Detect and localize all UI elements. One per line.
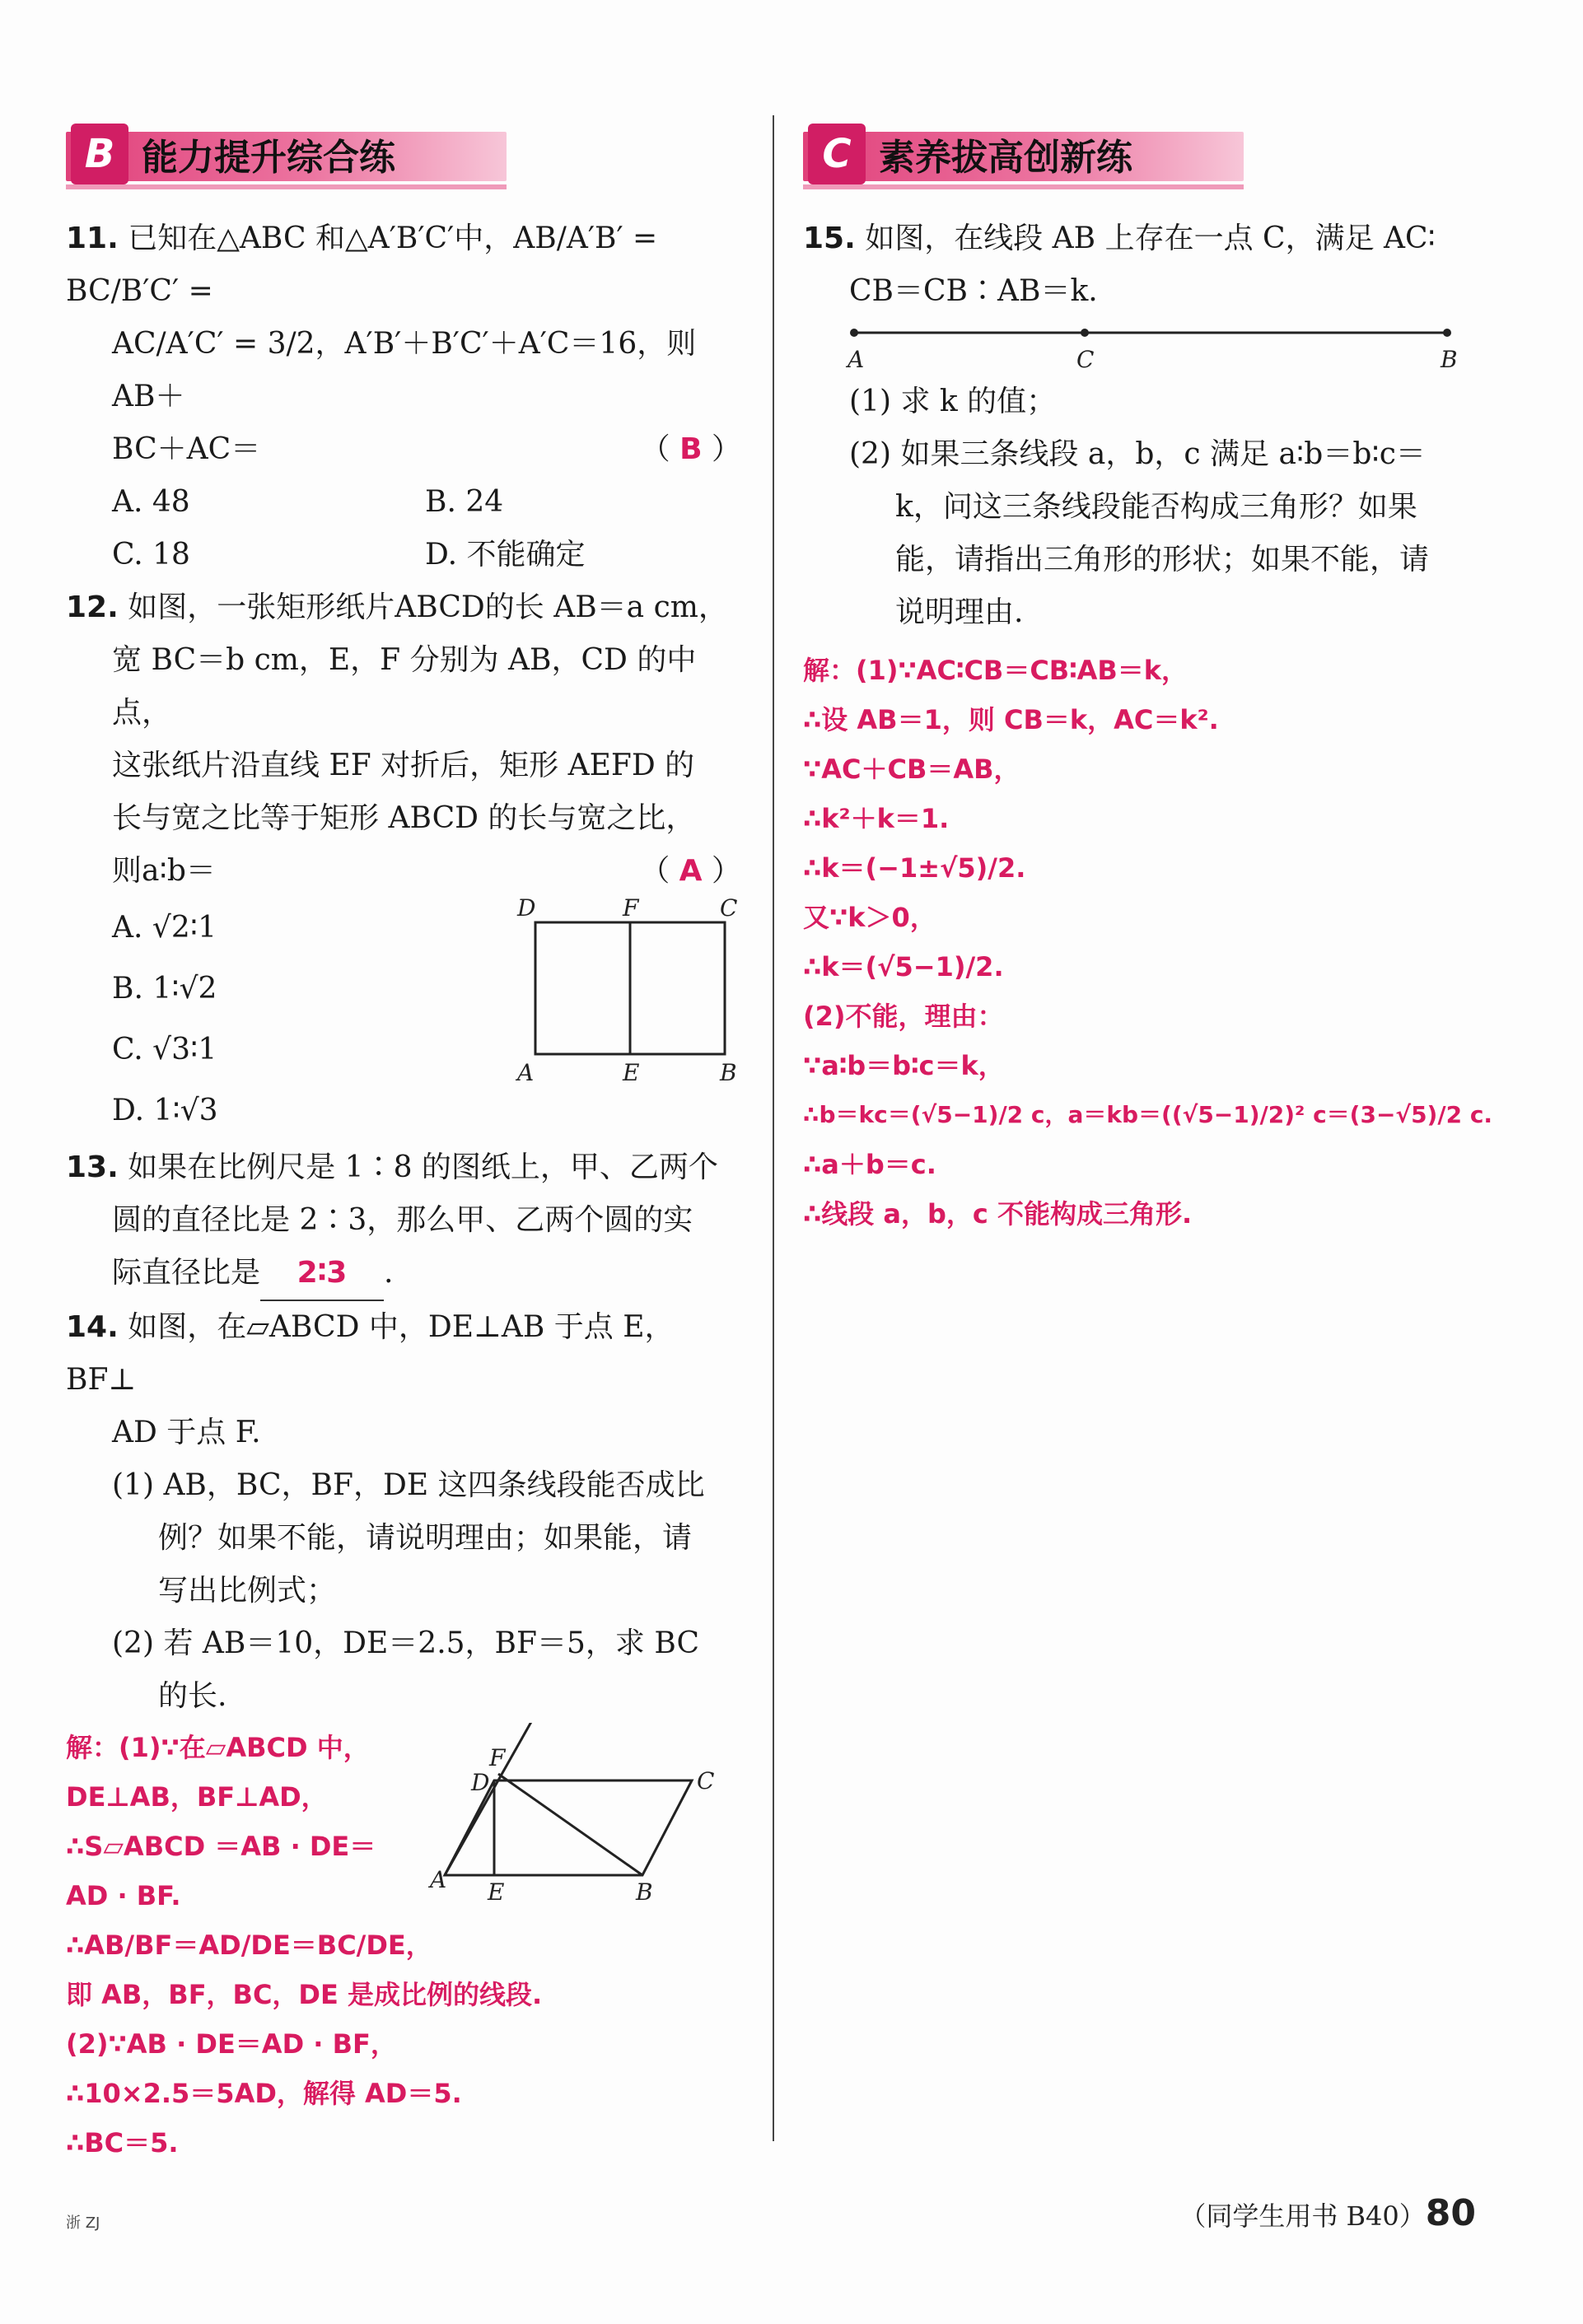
section-stripe	[803, 184, 1244, 189]
page-number: 80	[1425, 2192, 1476, 2234]
point-b	[1443, 329, 1451, 337]
option: D. 1∶√3	[112, 1094, 218, 1127]
question-text: 宽 BC＝b cm，E，F 分别为 AB，CD 的中点，	[112, 643, 697, 730]
subquestion-2: 能，请指出三角形的形状；如果不能，请	[895, 543, 1430, 576]
subquestion-2: (2) 若 AB＝10，DE＝2.5，BF＝5，求 BC	[112, 1626, 699, 1660]
solution-line: ∴设 AB＝1，则 CB＝k，AC＝k².	[803, 704, 1219, 735]
question-text: 际直径比是	[112, 1256, 261, 1290]
label-b: B	[1441, 346, 1458, 373]
subquestion-1: (1) 求 k 的值；	[849, 385, 1057, 418]
column-divider	[773, 115, 774, 2141]
segment-bf	[498, 1774, 642, 1875]
solution-line: ∴b＝kc＝(√5−1)/2 c，a＝kb＝((√5−1)/2)² c＝(3−√5)/2 c.	[803, 1101, 1493, 1128]
solution-line: 即 AB，BF，BC，DE 是成比例的线段.	[66, 1979, 543, 2010]
solution-line: ∴k＝(√5−1)/2.	[803, 951, 1004, 982]
right-column	[803, 115, 1493, 1239]
question-text: AD 于点 F.	[112, 1416, 261, 1449]
option: B. 1∶√2	[112, 972, 217, 1006]
solution-line: 解：(1)∵AC∶CB＝CB∶AB＝k，	[803, 655, 1188, 686]
page-footer	[1179, 2192, 1476, 2234]
solution-line: ∴k²＋k＝1.	[803, 803, 950, 834]
solution-line: (2)∵AB · DE＝AD · BF，	[66, 2028, 397, 2060]
label-c: C	[697, 1767, 715, 1794]
section-letter: B	[71, 124, 128, 184]
options	[66, 476, 741, 581]
subquestion-2: 说明理由.	[895, 595, 1024, 629]
section-c-header	[803, 115, 1487, 194]
question-text: CB＝CB∶AB＝k.	[849, 274, 1098, 308]
solution-line: ∴S▱ABCD ＝AB · DE＝	[66, 1831, 376, 1862]
option: D. 不能确定	[425, 538, 586, 572]
question-number: 12.	[66, 590, 119, 624]
solution-line: 又∵k＞0，	[803, 902, 936, 933]
section-stripe	[66, 184, 507, 189]
question-text: 已知在△ABC 和△A′B′C′中，AB/A′B′ = BC/B′C′ =	[66, 222, 658, 308]
label-e: E	[623, 1059, 640, 1086]
question-text: 如图，在线段 AB 上存在一点 C，满足 AC∶	[865, 222, 1436, 255]
segment-figure	[803, 318, 1462, 376]
solution-line: (2)不能，理由：	[803, 1001, 1004, 1032]
section-letter: C	[808, 124, 866, 184]
point-a	[850, 329, 858, 337]
question-text: .	[384, 1256, 394, 1290]
option: A. √2∶1	[112, 911, 217, 945]
solution-line: ∴AB/BF＝AD/DE＝BC/DE，	[66, 1930, 432, 1961]
question-12	[66, 581, 741, 1141]
question-text: 如果在比例尺是 1∶8 的图纸上，甲、乙两个	[128, 1150, 718, 1184]
label-f: F	[489, 1744, 506, 1771]
solution-line: 解：(1)∵在▱ABCD 中，	[66, 1732, 370, 1763]
question-text: 圆的直径比是 2∶3，那么甲、乙两个圆的实	[112, 1203, 693, 1237]
label-a: A	[848, 346, 865, 373]
answer-mark: B	[679, 432, 703, 466]
question-text: 长与宽之比等于矩形 ABCD 的长与宽之比，	[112, 801, 696, 835]
label-c: C	[1076, 346, 1095, 373]
book-reference: （同学生用书 B40）	[1179, 2200, 1426, 2232]
solution-line: ∴线段 a，b，c 不能构成三角形.	[803, 1198, 1193, 1230]
region-mark: 浙 ZJ	[66, 2214, 100, 2232]
label-b: B	[720, 1059, 737, 1086]
subquestion-1: 写出比例式；	[158, 1574, 337, 1608]
option: C. √3∶1	[112, 1033, 217, 1066]
solution-line: ∴10×2.5＝5AD，解得 AD＝5.	[66, 2078, 462, 2109]
label-c: C	[720, 898, 738, 922]
answer-bracket: （ A ）	[640, 854, 741, 888]
subquestion-2: (2) 如果三条线段 a，b，c 满足 a∶b＝b∶c＝	[849, 437, 1426, 471]
option: B. 24	[425, 485, 504, 519]
solution-line: ∴k＝(−1±√5)/2.	[803, 852, 1026, 884]
point-c	[1081, 329, 1089, 337]
question-11	[66, 212, 741, 581]
question-text: 如图，在▱ABCD 中，DE⊥AB 于点 E，BF⊥	[66, 1310, 675, 1397]
label-f: F	[623, 898, 639, 922]
left-column	[66, 115, 741, 2168]
label-d: D	[517, 898, 536, 922]
answer-bracket: （ B ）	[640, 432, 741, 466]
subquestion-1: 例？如果不能，请说明理由；如果能，请	[158, 1521, 693, 1555]
fill-blank-answer: 2∶3	[260, 1247, 384, 1301]
option: A. 48	[112, 485, 190, 519]
label-e: E	[488, 1878, 505, 1906]
solution-line: ∴BC＝5.	[66, 2127, 179, 2158]
subquestion-2: 的长.	[158, 1679, 227, 1713]
answer-mark: A	[679, 854, 703, 888]
label-d: D	[471, 1769, 490, 1796]
section-b-header	[66, 115, 741, 194]
question-text: 如图，一张矩形纸片ABCD的长 AB＝a cm，	[128, 590, 728, 624]
solution-14	[66, 1723, 543, 2168]
solution-15	[803, 639, 1493, 1239]
section-title: 素养拔高创新练	[879, 137, 1132, 179]
label-a: A	[430, 1866, 447, 1893]
question-text: 这张纸片沿直线 EF 对折后，矩形 AEFD 的	[112, 749, 695, 782]
question-text: AC/A′C′ = 3/2，A′B′＋B′C′＋A′C＝16，则 AB＋	[112, 327, 697, 413]
solution-line: DE⊥AB，BF⊥AD，	[66, 1781, 328, 1813]
label-b: B	[636, 1878, 653, 1906]
option: C. 18	[112, 538, 190, 572]
solution-line: ∴a＋b＝c.	[803, 1149, 936, 1180]
question-number: 15.	[803, 222, 856, 255]
rectangle-figure	[511, 898, 741, 1087]
question-text: 则a∶b＝	[112, 854, 216, 888]
solution-line: AD · BF.	[66, 1880, 181, 1911]
subquestion-1: (1) AB，BC，BF，DE 这四条线段能否成比	[112, 1468, 705, 1502]
subquestion-2: k，问这三条线段能否构成三角形？如果	[895, 490, 1417, 524]
question-15	[803, 212, 1493, 1239]
solution-line: ∵a∶b＝b∶c＝k，	[803, 1050, 1005, 1081]
question-text: BC＋AC＝	[112, 432, 261, 466]
solution-line: ∵AC＋CB＝AB，	[803, 754, 1020, 785]
section-title: 能力提升综合练	[142, 137, 395, 179]
question-number: 14.	[66, 1310, 119, 1344]
parallelogram-figure	[428, 1723, 725, 1912]
question-number: 13.	[66, 1150, 119, 1184]
question-14	[66, 1301, 741, 2168]
question-number: 11.	[66, 222, 119, 255]
label-a: A	[517, 1059, 535, 1086]
question-13	[66, 1141, 741, 1301]
